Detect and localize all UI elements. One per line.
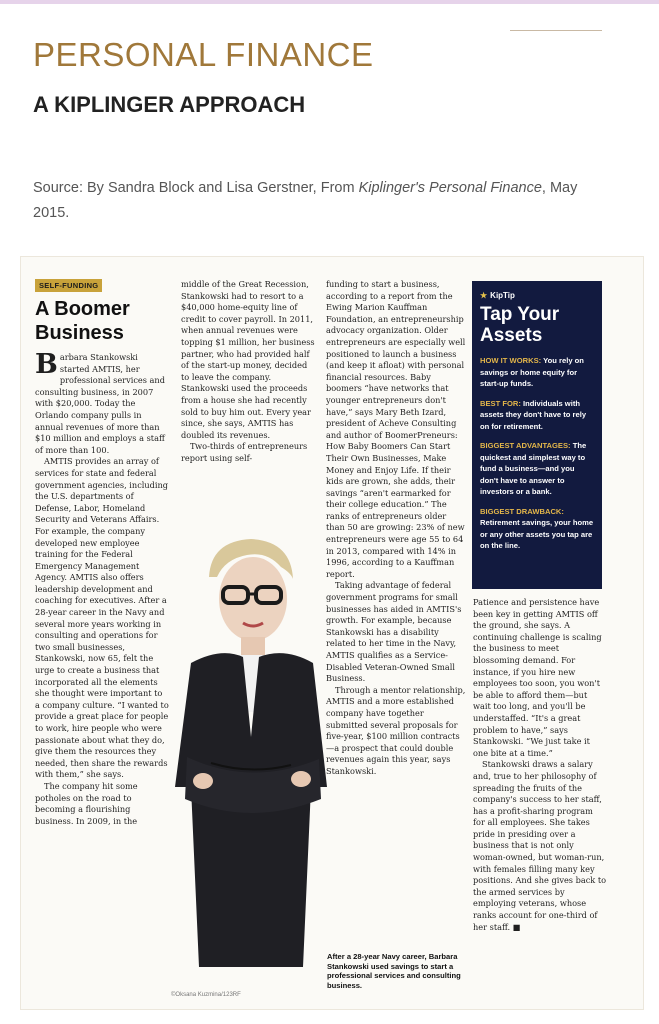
kiptip-item-text: Retirement savings, your home or any other assets you tap are on the line.	[480, 518, 594, 550]
article-column-1	[35, 349, 169, 827]
kiptip-item-text: Individuals with assets they don't have to rely on for retirement.	[480, 398, 587, 431]
kiptip-label	[480, 291, 594, 300]
photo-caption: After a 28-year Navy career, Barbara Stankowski used savings to start a professional services and consulting business.	[327, 952, 461, 990]
paragraph: middle of the Great Recession, Stankowski had to resort to a $40,000 home-equity line of credit to cover payroll. In 2011, when annual revenues were topping $1 million, her business partner, who had provided half of the start-up money, decided to leave the company. Stankowski used the proceeds from a house she had recently sold to buy him out. Every year since, she says, AMTIS has doubled its revenues.	[181, 279, 315, 440]
section-subtitle: A KIPLINGER APPROACH	[33, 92, 306, 117]
paragraph: Taking advantage of federal government programs for small businesses has aided in AMTIS's growth. For example, because Stankowski has a disability related to her time in the Navy, AMTIS qualifies as a Service-Disabled Veteran-Owned Small Business.	[326, 580, 462, 684]
article-column-4	[473, 597, 607, 933]
source-prefix: Source: By Sandra Block and Lisa Gerstner, From	[33, 180, 359, 196]
paragraph: Two-thirds of entrepreneurs report using self-	[181, 441, 308, 463]
kiptip-label-text: KipTip	[490, 291, 515, 300]
kiptip-box	[472, 281, 602, 589]
kiptip-item	[480, 398, 594, 433]
kiptip-item-heading: BIGGEST DRAWBACK:	[480, 506, 564, 516]
paragraph: Through a mentor relationship, AMTIS and a more established company have together submitted several proposals for five-year, $100 million contracts—a prospect that could double revenues again this year, says Stankowski.	[326, 684, 466, 776]
kiptip-item	[480, 440, 594, 498]
header-rule	[510, 30, 602, 31]
paragraph: The company hit some potholes on the road to becoming a flourishing business. In 2009, in the	[35, 780, 138, 826]
magazine-article	[20, 256, 644, 1010]
paragraph-text: arbara Stankowski started AMTIS, her professional services and consulting business, in 2007 with $20,000. Today the Orlando company pulls in annual revenues of more than $10 million and employs a staff of more than 100.	[35, 352, 165, 455]
paragraph: Patience and persistence have been key in getting AMTIS off the ground, she says. A continuing challenge is scaling the business to meet blossoming demand. For instance, if you hire new employees too soon, you won't be able to afford them—but wait too long, and you'll be understaffed. “It's a great problem to have,” says Stankowski. “We just take it one bite at a time.”	[473, 597, 602, 758]
section-title: PERSONAL FINANCE	[33, 36, 374, 73]
paragraph: AMTIS provides an array of services for state and federal government agencies, including the U.S. departments of Defense, Labor, Homeland Security and Veterans Affairs. For example, the company developed new employee training for the Federal Emergency Management Agency. AMTIS also offers leadership development and coaching for executives. After a 28-year career in the Navy and several more years working in consulting and operations for two small businesses, Stankowski, now 65, felt the urge to create a business that incorporated all the elements she thought were important to a company culture. “I wanted to provide a great place for people to work, hire people who were passionate about what they do, give them the resources they needed, then share the rewards with them,” she says.	[35, 456, 169, 780]
paragraph: Stankowski draws a salary and, true to her philosophy of spreading the fruits of the company's success to her staff, has a profit-sharing program for all employees. She takes pride in presiding over a business that is not only woman-owned, but woman-run, with females filling many key positions. And she gives back to the armed services by employing veterans, whose ranks account for one-third of her staff. ■	[473, 759, 607, 932]
kiptip-item	[480, 506, 594, 552]
drop-cap: B	[35, 349, 58, 380]
top-accent-bar	[0, 0, 659, 4]
portrait-photo	[151, 537, 351, 967]
photo-credit: ©Oksana Kuzmina/123RF	[171, 992, 241, 998]
article-column-3	[326, 279, 466, 778]
kiptip-item-heading: BEST FOR:	[480, 398, 521, 408]
kiptip-item-text: The quickest and simplest way to fund a business—and you don't have to answer to investors or a bank.	[480, 441, 587, 496]
article-headline: A Boomer Business	[35, 298, 130, 344]
kiptip-title: Tap Your Assets	[480, 304, 560, 346]
kiptip-item-text: You rely on savings or home equity for start-up funds.	[480, 356, 584, 388]
kiptip-item	[480, 355, 594, 390]
paragraph: funding to start a business, according to a report from the Ewing Marion Kauffman Foundation, an entrepreneurship advocacy organization. Older entrepreneurs are especially well positioned to launch a business (and keep it afloat) with personal financial resources. Baby boomers “have networks that younger entrepreneurs don't have,” says Mary Beth Izard, president of Acheve Consulting and author of BoomerPreneurs: How Baby Boomers Can Start Their Own Businesses, Make Money and Enjoy Life. If their kids are grown, she adds, their savings “aren't earmarked for their college education.” The ranks of entrepreneurs older than 50 are growing: 23% of new entrepreneurs were age 55 to 64 in 2013, compared with 14% in 1996, according to a Kauffman report.	[326, 279, 466, 579]
section-tag: SELF-FUNDING	[35, 279, 102, 292]
source-citation	[33, 176, 613, 226]
source-suffix: , May 2015.	[33, 180, 578, 221]
kiptip-item-heading: BIGGEST ADVANTAGES:	[480, 441, 571, 450]
star-icon: ★	[480, 291, 488, 300]
article-column-2	[181, 279, 315, 465]
source-publication: Kiplinger's Personal Finance	[358, 180, 542, 196]
kiptip-item-heading: HOW IT WORKS:	[480, 356, 542, 365]
paragraph	[35, 349, 169, 456]
